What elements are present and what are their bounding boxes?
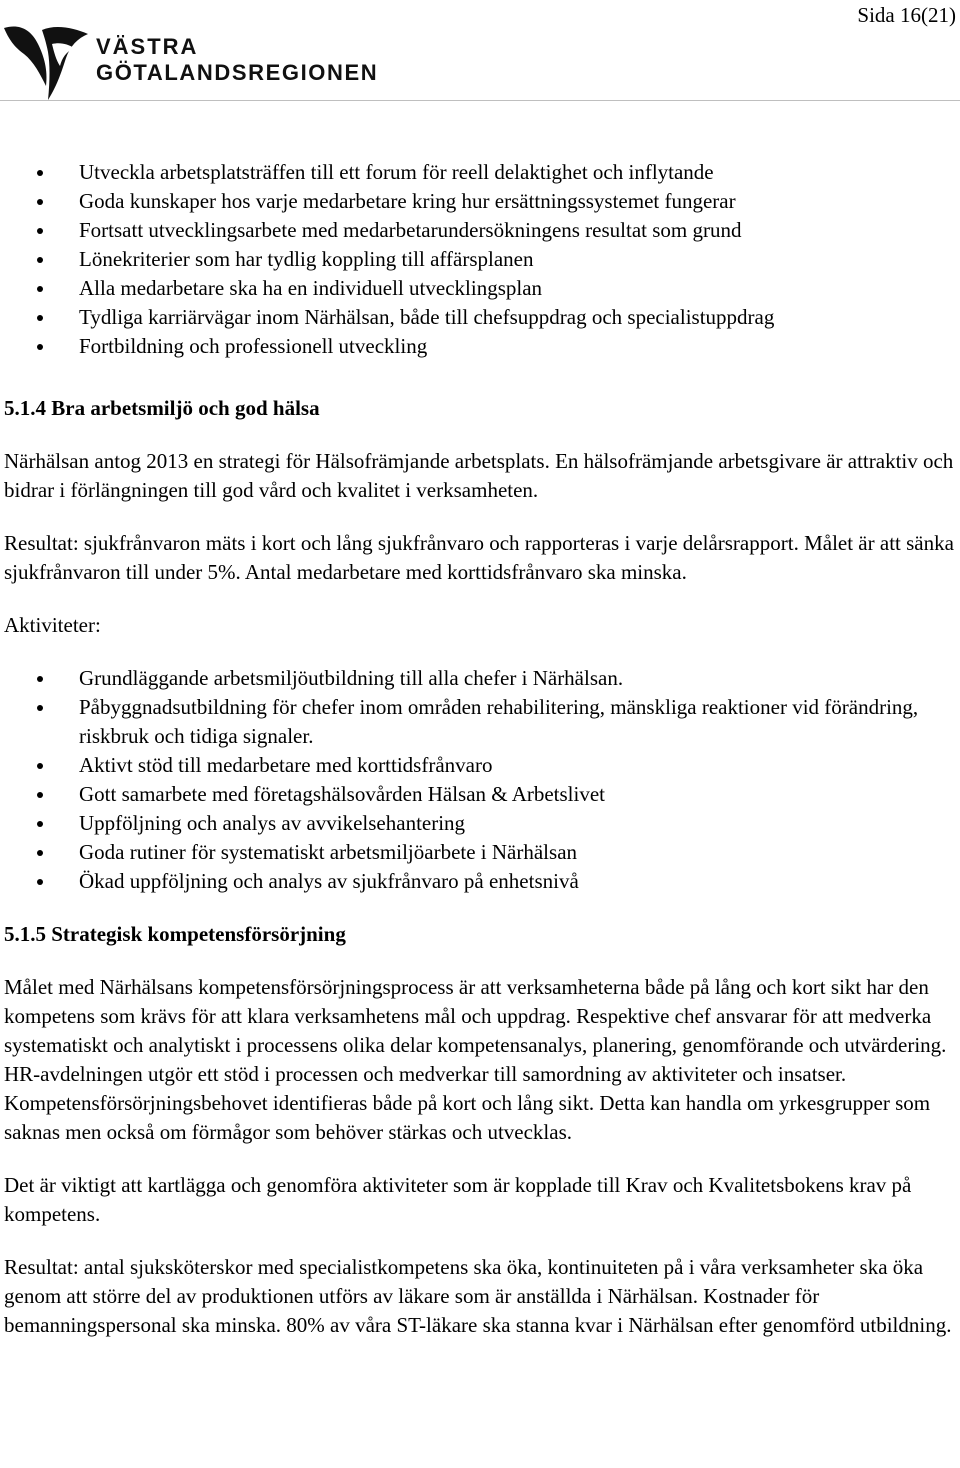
bullet-icon xyxy=(37,879,43,885)
paragraph-competence-result: Resultat: antal sjuksköterskor med specialistkompetens ska öka, kontinuiteten på i våra verksamheter ska öka genom att större del av produktionen utförs av läkare som är anställda i Närhälsan. Kostnader för bemanningspersonal ska minska. 80% av våra ST-läkare ska stanna kvar i Närhälsan efter genomförd utbildning. xyxy=(4,1255,952,1337)
list-item: Lönekriterier som har tydlig koppling till affärsplanen xyxy=(4,245,956,274)
section-heading-514: 5.1.4 Bra arbetsmiljö och god hälsa xyxy=(4,396,320,420)
list-item: Fortbildning och professionell utveckling xyxy=(4,332,956,361)
logo-emblem-icon xyxy=(4,22,94,104)
list-item: Goda rutiner för systematiskt arbetsmiljöarbete i Närhälsan xyxy=(4,838,956,867)
goals-list xyxy=(4,158,956,361)
paragraph-sick-leave-result: Resultat: sjukfrånvaron mäts i kort och lång sjukfrånvaro och rapporteras i varje delårsrapport. Målet är att sänka sjukfrånvaron till under 5%. Antal medarbetare med korttidsfrånvaro ska minska. xyxy=(4,531,954,584)
activities-label: Aktiviteter: xyxy=(4,613,101,637)
bullet-icon xyxy=(37,286,43,292)
list-item: Utveckla arbetsplatsträffen till ett forum för reell delaktighet och inflytande xyxy=(4,158,956,187)
section-heading-515: 5.1.5 Strategisk kompetensförsörjning xyxy=(4,922,346,946)
list-item: Alla medarbetare ska ha en individuell utvecklingsplan xyxy=(4,274,956,303)
bullet-icon xyxy=(37,821,43,827)
activities-list xyxy=(4,664,956,896)
page-number: Sida 16(21) xyxy=(857,3,956,27)
list-item: Påbyggnadsutbildning för chefer inom områden rehabilitering, mänskliga reaktioner vid förändring, riskbruk och tidiga signaler. xyxy=(4,693,956,751)
bullet-icon xyxy=(37,763,43,769)
document-body xyxy=(4,158,956,1340)
bullet-icon xyxy=(37,850,43,856)
list-item: Uppföljning och analys av avvikelsehantering xyxy=(4,809,956,838)
bullet-icon xyxy=(37,676,43,682)
bullet-icon xyxy=(37,792,43,798)
paragraph-competence-process: Målet med Närhälsans kompetensförsörjningsprocess är att verksamheterna både på lång och kort sikt har den kompetens som krävs för att klara verksamhetens mål och uppdrag. Respektive chef ansvarar för att medverka systematiskt och analytiskt i processens olika delar kompetensanalys, planering, genomförande och utvärdering. HR-avdelningen utgör ett stöd i processen och medverkar till samordning av aktiviteter och insatser. Kompetensförsörjningsbehovet identifieras både på kort och lång sikt. Detta kan handla om yrkesgrupper som saknas men också om förmågor som behöver stärkas och utvecklas. xyxy=(4,975,947,1144)
bullet-icon xyxy=(37,315,43,321)
list-item: Fortsatt utvecklingsarbete med medarbetarundersökningens resultat som grund xyxy=(4,216,956,245)
list-item: Ökad uppföljning och analys av sjukfrånvaro på enhetsnivå xyxy=(4,867,956,896)
organization-logo xyxy=(4,22,384,104)
logo-text-line1: VÄSTRA xyxy=(96,34,199,59)
bullet-icon xyxy=(37,257,43,263)
logo-text-line2: GÖTALANDSREGIONEN xyxy=(96,60,379,85)
header-divider xyxy=(0,100,960,101)
list-item: Goda kunskaper hos varje medarbetare kring hur ersättningssystemet fungerar xyxy=(4,187,956,216)
bullet-icon xyxy=(37,344,43,350)
bullet-icon xyxy=(37,228,43,234)
list-item: Grundläggande arbetsmiljöutbildning till alla chefer i Närhälsan. xyxy=(4,664,956,693)
bullet-icon xyxy=(37,199,43,205)
bullet-icon xyxy=(37,170,43,176)
bullet-icon xyxy=(37,705,43,711)
paragraph-quality-requirements: Det är viktigt att kartlägga och genomföra aktiviteter som är kopplade till Krav och Kvalitetsbokens krav på kompetens. xyxy=(4,1173,912,1226)
list-item: Gott samarbete med företagshälsovården Hälsan & Arbetslivet xyxy=(4,780,956,809)
paragraph-health-strategy: Närhälsan antog 2013 en strategi för Hälsofrämjande arbetsplats. En hälsofrämjande arbetsgivare är attraktiv och bidrar i förlängningen till god vård och kvalitet i verksamheten. xyxy=(4,449,954,502)
list-item: Aktivt stöd till medarbetare med korttidsfrånvaro xyxy=(4,751,956,780)
list-item: Tydliga karriärvägar inom Närhälsan, både till chefsuppdrag och specialistuppdrag xyxy=(4,303,956,332)
